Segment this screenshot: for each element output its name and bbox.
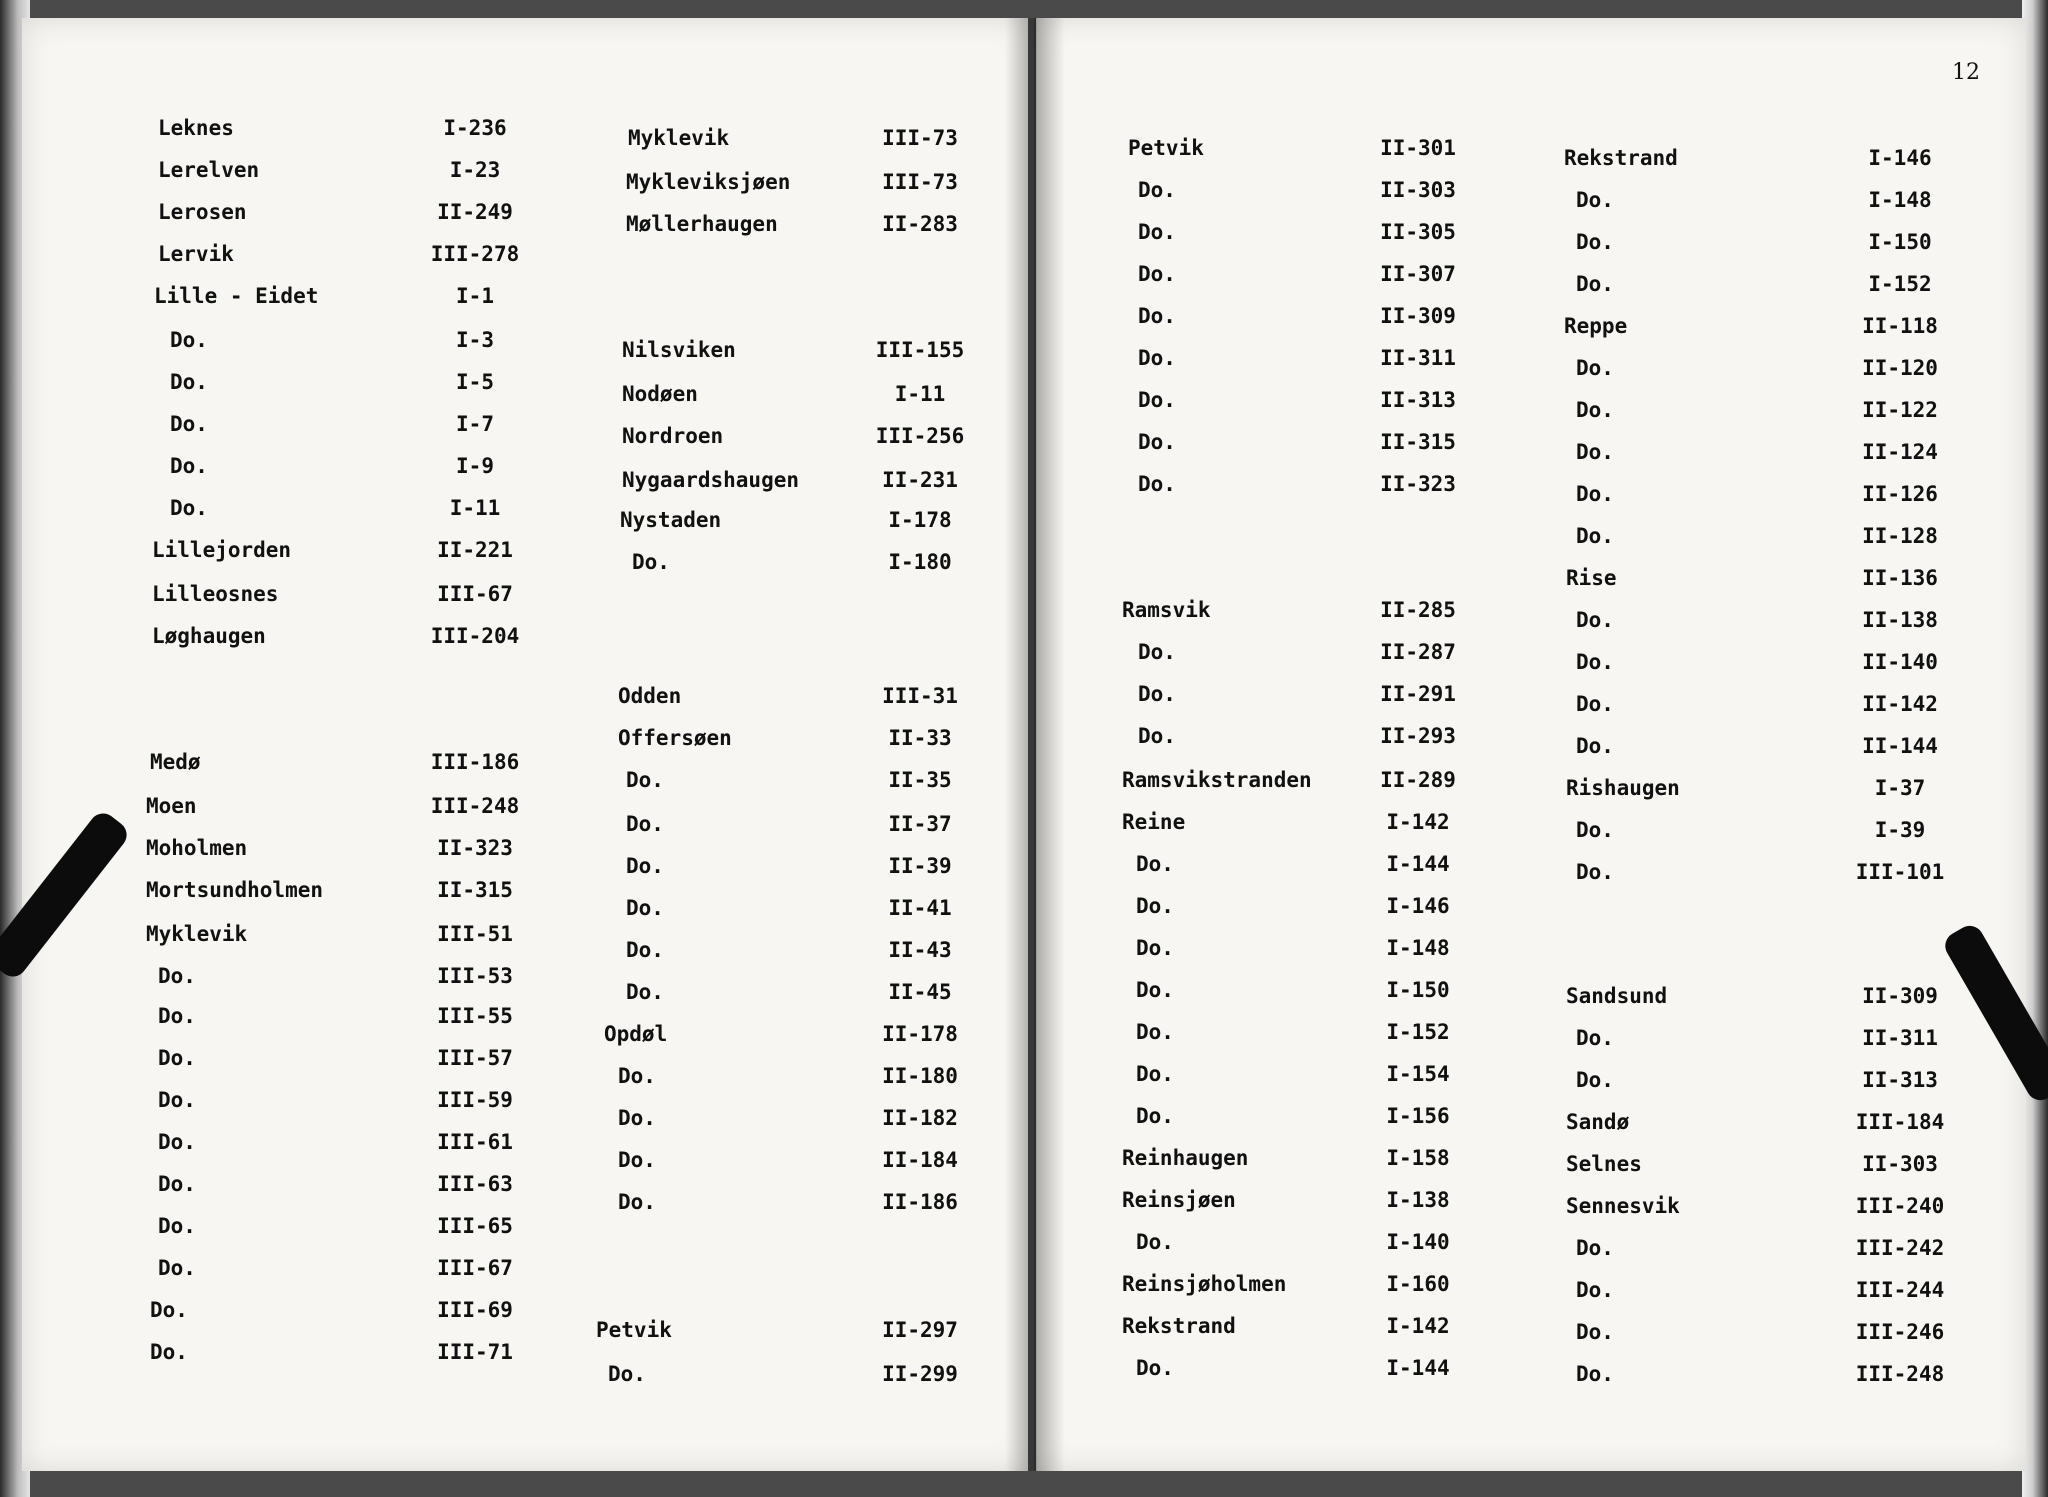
place-name: Offersøen	[618, 726, 732, 750]
place-name: Nordroen	[622, 424, 724, 448]
place-name: Do.	[608, 1362, 646, 1386]
volume-reference: I-150	[1386, 978, 1450, 1002]
volume-reference: III-242	[1855, 1236, 1945, 1260]
volume-reference: II-136	[1862, 566, 1938, 590]
volume-reference: III-55	[437, 1004, 513, 1028]
volume-reference: II-285	[1380, 598, 1456, 622]
place-name: Rekstrand	[1122, 1314, 1236, 1338]
place-name: Do.	[1576, 188, 1614, 212]
place-name: Sandsund	[1566, 984, 1668, 1008]
place-name: Do.	[1138, 178, 1176, 202]
left-page	[22, 18, 1028, 1471]
volume-reference: I-144	[1386, 1356, 1450, 1380]
book-gutter	[1005, 18, 1065, 1471]
volume-reference: III-71	[437, 1340, 513, 1364]
volume-reference: III-59	[437, 1088, 513, 1112]
place-name: Do.	[1138, 388, 1176, 412]
volume-reference: I-152	[1868, 272, 1932, 296]
volume-reference: II-309	[1862, 984, 1938, 1008]
volume-reference: II-323	[437, 836, 513, 860]
place-name: Petvik	[596, 1318, 672, 1342]
place-name: Ramsvik	[1122, 598, 1211, 622]
place-name: Do.	[150, 1298, 188, 1322]
volume-reference: I-180	[888, 550, 952, 574]
volume-reference: I-11	[449, 496, 501, 520]
volume-reference: I-138	[1386, 1188, 1450, 1212]
volume-reference: II-180	[882, 1064, 958, 1088]
place-name: Do.	[1138, 682, 1176, 706]
place-name: Do.	[1576, 440, 1614, 464]
volume-reference: II-289	[1380, 768, 1456, 792]
volume-reference: III-57	[437, 1046, 513, 1070]
place-name: Do.	[1576, 650, 1614, 674]
volume-reference: II-126	[1862, 482, 1938, 506]
place-name: Do.	[626, 938, 664, 962]
volume-reference: II-311	[1862, 1026, 1938, 1050]
place-name: Do.	[1576, 692, 1614, 716]
volume-reference: III-69	[437, 1298, 513, 1322]
volume-reference: II-122	[1862, 398, 1938, 422]
place-name: Selnes	[1566, 1152, 1642, 1176]
volume-reference: I-5	[456, 370, 494, 394]
volume-reference: I-178	[888, 508, 952, 532]
volume-reference: I-158	[1386, 1146, 1450, 1170]
place-name: Do.	[1576, 482, 1614, 506]
place-name: Do.	[626, 768, 664, 792]
place-name: Do.	[1576, 1026, 1614, 1050]
place-name: Leknes	[158, 116, 234, 140]
place-name: Do.	[1576, 356, 1614, 380]
volume-reference: III-51	[437, 922, 513, 946]
place-name: Do.	[618, 1148, 656, 1172]
volume-reference: I-142	[1386, 1314, 1450, 1338]
volume-reference: III-67	[437, 1256, 513, 1280]
place-name: Do.	[170, 496, 208, 520]
volume-reference: III-65	[437, 1214, 513, 1238]
place-name: Møllerhaugen	[626, 212, 778, 236]
place-name: Do.	[1576, 860, 1614, 884]
place-name: Do.	[1136, 1062, 1174, 1086]
place-name: Do.	[626, 812, 664, 836]
place-name: Do.	[158, 1214, 196, 1238]
place-name: Reinsjøen	[1122, 1188, 1236, 1212]
place-name: Do.	[1136, 852, 1174, 876]
volume-reference: II-287	[1380, 640, 1456, 664]
place-name: Lervik	[158, 242, 234, 266]
volume-reference: II-33	[888, 726, 952, 750]
place-name: Do.	[1576, 818, 1614, 842]
volume-reference: I-148	[1386, 936, 1450, 960]
place-name: Rise	[1566, 566, 1617, 590]
place-name: Do.	[150, 1340, 188, 1364]
volume-reference: I-3	[456, 328, 494, 352]
place-name: Do.	[1576, 608, 1614, 632]
volume-reference: III-73	[882, 170, 958, 194]
place-name: Medø	[150, 750, 201, 774]
place-name: Do.	[618, 1064, 656, 1088]
place-name: Reinsjøholmen	[1122, 1272, 1287, 1296]
volume-reference: II-186	[882, 1190, 958, 1214]
place-name: Nygaardshaugen	[622, 468, 800, 492]
place-name: Do.	[1138, 262, 1176, 286]
place-name: Do.	[158, 1046, 196, 1070]
volume-reference: III-73	[882, 126, 958, 150]
volume-reference: II-311	[1380, 346, 1456, 370]
volume-reference: I-11	[894, 382, 946, 406]
volume-reference: I-37	[1874, 776, 1926, 800]
place-name: Do.	[1136, 894, 1174, 918]
volume-reference: II-293	[1380, 724, 1456, 748]
volume-reference: II-303	[1862, 1152, 1938, 1176]
place-name: Do.	[1136, 1230, 1174, 1254]
volume-reference: I-9	[456, 454, 494, 478]
place-name: Reine	[1122, 810, 1186, 834]
volume-reference: I-1	[456, 284, 494, 308]
volume-reference: I-39	[1874, 818, 1926, 842]
place-name: Do.	[626, 980, 664, 1004]
place-name: Do.	[618, 1190, 656, 1214]
volume-reference: II-303	[1380, 178, 1456, 202]
volume-reference: II-297	[882, 1318, 958, 1342]
place-name: Do.	[618, 1106, 656, 1130]
volume-reference: I-160	[1386, 1272, 1450, 1296]
volume-reference: II-309	[1380, 304, 1456, 328]
volume-reference: III-67	[437, 582, 513, 606]
volume-reference: I-146	[1868, 146, 1932, 170]
page-number: 12	[1952, 60, 1980, 85]
place-name: Mortsundholmen	[146, 878, 324, 902]
place-name: Do.	[158, 964, 196, 988]
volume-reference: I-146	[1386, 894, 1450, 918]
volume-reference: III-246	[1855, 1320, 1945, 1344]
volume-reference: I-7	[456, 412, 494, 436]
volume-reference: III-248	[430, 794, 520, 818]
volume-reference: I-144	[1386, 852, 1450, 876]
place-name: Sandø	[1566, 1110, 1630, 1134]
place-name: Do.	[1576, 1068, 1614, 1092]
place-name: Do.	[1576, 734, 1614, 758]
volume-reference: II-39	[888, 854, 952, 878]
volume-reference: II-305	[1380, 220, 1456, 244]
place-name: Do.	[1576, 524, 1614, 548]
place-name: Lillejorden	[152, 538, 292, 562]
place-name: Rishaugen	[1566, 776, 1680, 800]
volume-reference: II-323	[1380, 472, 1456, 496]
place-name: Mykleviksjøen	[626, 170, 791, 194]
volume-reference: I-236	[443, 116, 507, 140]
volume-reference: III-184	[1855, 1110, 1945, 1134]
volume-reference: III-244	[1855, 1278, 1945, 1302]
place-name: Do.	[1138, 220, 1176, 244]
volume-reference: I-154	[1386, 1062, 1450, 1086]
volume-reference: I-23	[449, 158, 501, 182]
volume-reference: II-138	[1862, 608, 1938, 632]
volume-reference: II-184	[882, 1148, 958, 1172]
volume-reference: II-37	[888, 812, 952, 836]
volume-reference: III-53	[437, 964, 513, 988]
volume-reference: III-204	[430, 624, 520, 648]
place-name: Do.	[158, 1130, 196, 1154]
volume-reference: II-120	[1862, 356, 1938, 380]
volume-reference: II-307	[1380, 262, 1456, 286]
place-name: Myklevik	[146, 922, 248, 946]
volume-reference: II-313	[1862, 1068, 1938, 1092]
place-name: Do.	[1138, 304, 1176, 328]
place-name: Ramsvikstranden	[1122, 768, 1312, 792]
volume-reference: II-249	[437, 200, 513, 224]
volume-reference: II-144	[1862, 734, 1938, 758]
volume-reference: II-315	[1380, 430, 1456, 454]
volume-reference: III-186	[430, 750, 520, 774]
volume-reference: II-221	[437, 538, 513, 562]
place-name: Lilleosnes	[152, 582, 279, 606]
place-name: Do.	[1576, 1320, 1614, 1344]
place-name: Do.	[1576, 398, 1614, 422]
place-name: Do.	[626, 854, 664, 878]
place-name: Odden	[618, 684, 682, 708]
volume-reference: III-31	[882, 684, 958, 708]
place-name: Løghaugen	[152, 624, 266, 648]
volume-reference: II-35	[888, 768, 952, 792]
volume-reference: I-140	[1386, 1230, 1450, 1254]
place-name: Do.	[170, 412, 208, 436]
place-name: Do.	[1138, 640, 1176, 664]
volume-reference: II-231	[882, 468, 958, 492]
place-name: Nodøen	[622, 382, 698, 406]
volume-reference: II-124	[1862, 440, 1938, 464]
place-name: Do.	[1136, 936, 1174, 960]
volume-reference: II-41	[888, 896, 952, 920]
place-name: Do.	[1576, 272, 1614, 296]
volume-reference: I-156	[1386, 1104, 1450, 1128]
volume-reference: I-152	[1386, 1020, 1450, 1044]
place-name: Lerosen	[158, 200, 247, 224]
volume-reference: II-291	[1380, 682, 1456, 706]
place-name: Do.	[1576, 230, 1614, 254]
volume-reference: II-313	[1380, 388, 1456, 412]
place-name: Do.	[170, 328, 208, 352]
place-name: Lille - Eidet	[154, 284, 319, 308]
place-name: Do.	[1576, 1236, 1614, 1260]
place-name: Do.	[158, 1088, 196, 1112]
place-name: Do.	[1576, 1278, 1614, 1302]
volume-reference: I-150	[1868, 230, 1932, 254]
place-name: Do.	[1138, 430, 1176, 454]
volume-reference: II-140	[1862, 650, 1938, 674]
volume-reference: II-178	[882, 1022, 958, 1046]
place-name: Do.	[1136, 978, 1174, 1002]
place-name: Do.	[1138, 472, 1176, 496]
place-name: Do.	[1138, 724, 1176, 748]
place-name: Do.	[1136, 1104, 1174, 1128]
volume-reference: III-155	[875, 338, 965, 362]
place-name: Moen	[146, 794, 197, 818]
volume-reference: I-142	[1386, 810, 1450, 834]
place-name: Do.	[158, 1172, 196, 1196]
place-name: Reppe	[1564, 314, 1628, 338]
volume-reference: II-283	[882, 212, 958, 236]
place-name: Myklevik	[628, 126, 730, 150]
place-name: Do.	[158, 1256, 196, 1280]
place-name: Do.	[1136, 1020, 1174, 1044]
volume-reference: II-45	[888, 980, 952, 1004]
place-name: Moholmen	[146, 836, 248, 860]
volume-reference: III-101	[1855, 860, 1945, 884]
volume-reference: III-61	[437, 1130, 513, 1154]
place-name: Reinhaugen	[1122, 1146, 1249, 1170]
place-name: Nilsviken	[622, 338, 736, 362]
volume-reference: III-248	[1855, 1362, 1945, 1386]
volume-reference: II-315	[437, 878, 513, 902]
place-name: Sennesvik	[1566, 1194, 1680, 1218]
place-name: Opdøl	[604, 1022, 668, 1046]
volume-reference: II-128	[1862, 524, 1938, 548]
volume-reference: II-142	[1862, 692, 1938, 716]
volume-reference: II-301	[1380, 136, 1456, 160]
place-name: Do.	[1138, 346, 1176, 370]
place-name: Do.	[158, 1004, 196, 1028]
place-name: Rekstrand	[1564, 146, 1678, 170]
place-name: Do.	[1136, 1356, 1174, 1380]
volume-reference: II-182	[882, 1106, 958, 1130]
volume-reference: III-240	[1855, 1194, 1945, 1218]
volume-reference: I-148	[1868, 188, 1932, 212]
volume-reference: III-63	[437, 1172, 513, 1196]
volume-reference: II-118	[1862, 314, 1938, 338]
place-name: Nystaden	[620, 508, 722, 532]
volume-reference: III-278	[430, 242, 520, 266]
place-name: Do.	[626, 896, 664, 920]
volume-reference: II-43	[888, 938, 952, 962]
place-name: Lerelven	[158, 158, 260, 182]
volume-reference: II-299	[882, 1362, 958, 1386]
place-name: Do.	[170, 370, 208, 394]
place-name: Do.	[1576, 1362, 1614, 1386]
volume-reference: III-256	[875, 424, 965, 448]
place-name: Do.	[632, 550, 670, 574]
place-name: Do.	[170, 454, 208, 478]
place-name: Petvik	[1128, 136, 1204, 160]
